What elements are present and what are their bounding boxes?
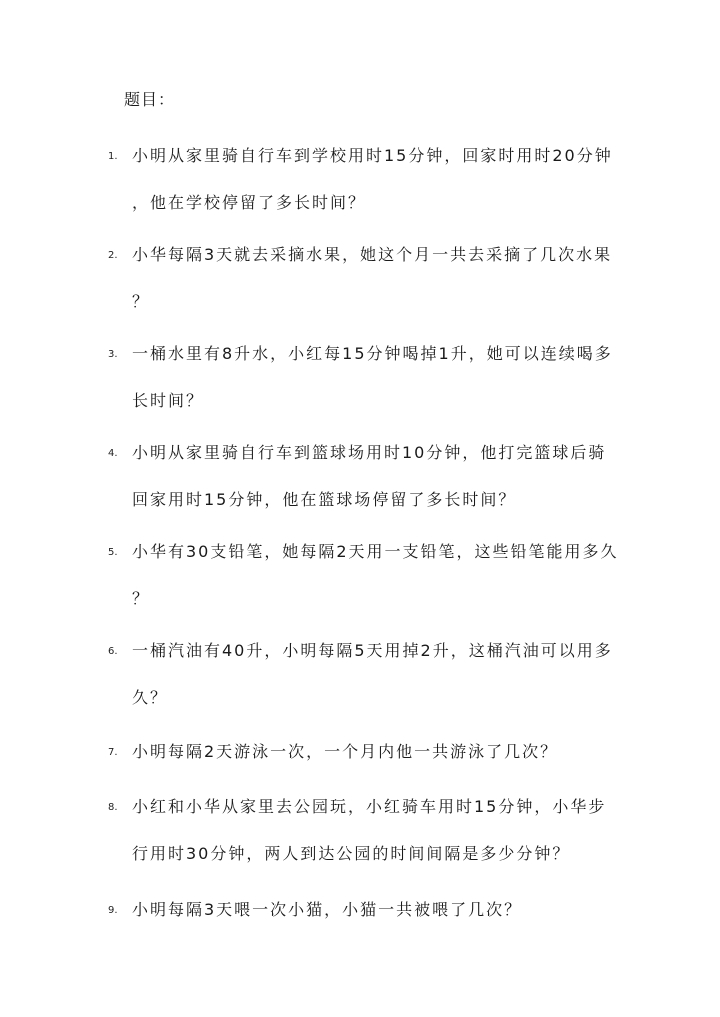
question-number: 4. [108,448,118,459]
section-heading: 题目： [124,90,176,109]
question-number: 8. [108,802,118,813]
question-number: 7. [108,747,118,758]
question-number: 5. [108,547,118,558]
question-number: 3. [108,349,118,360]
question-text-line: 小华有30支铅笔，她每隔2天用一支铅笔，这些铅笔能用多久 [132,542,619,561]
question-text-line: 小明每隔3天喂一次小猫，小猫一共被喂了几次？ [132,900,523,919]
question-text-line: 久？ [132,688,169,707]
question-text-line: ？ [132,292,151,311]
question-text-line: 长时间？ [132,391,205,410]
question-text-line: 小红和小华从家里去公园玩，小红骑车用时15分钟，小华步 [132,797,607,816]
question-number: 1. [108,151,118,162]
question-text-line: 小明从家里骑自行车到学校用时15分钟，回家时用时20分钟 [132,146,613,165]
question-text-line: 小明每隔2天游泳一次，一个月内他一共游泳了几次？ [132,742,559,761]
question-text-line: 小明从家里骑自行车到篮球场用时10分钟，他打完篮球后骑 [132,443,607,462]
question-text-line: 一桶水里有8升水，小红每15分钟喝掉1升，她可以连续喝多 [132,344,613,363]
question-text-line: 行用时30分钟，两人到达公园的时间间隔是多少分钟？ [132,844,571,863]
question-text-line: 回家用时15分钟，他在篮球场停留了多长时间？ [132,490,517,509]
question-text-line: ？ [132,589,151,608]
question-text-line: 小华每隔3天就去采摘水果，她这个月一共去采摘了几次水果 [132,245,613,264]
question-number: 9. [108,905,118,916]
question-number: 6. [108,646,118,657]
question-number: 2. [108,250,118,261]
question-text-line: ，他在学校停留了多长时间？ [132,193,367,212]
question-text-line: 一桶汽油有40升，小明每隔5天用掉2升，这桶汽油可以用多 [132,641,613,660]
